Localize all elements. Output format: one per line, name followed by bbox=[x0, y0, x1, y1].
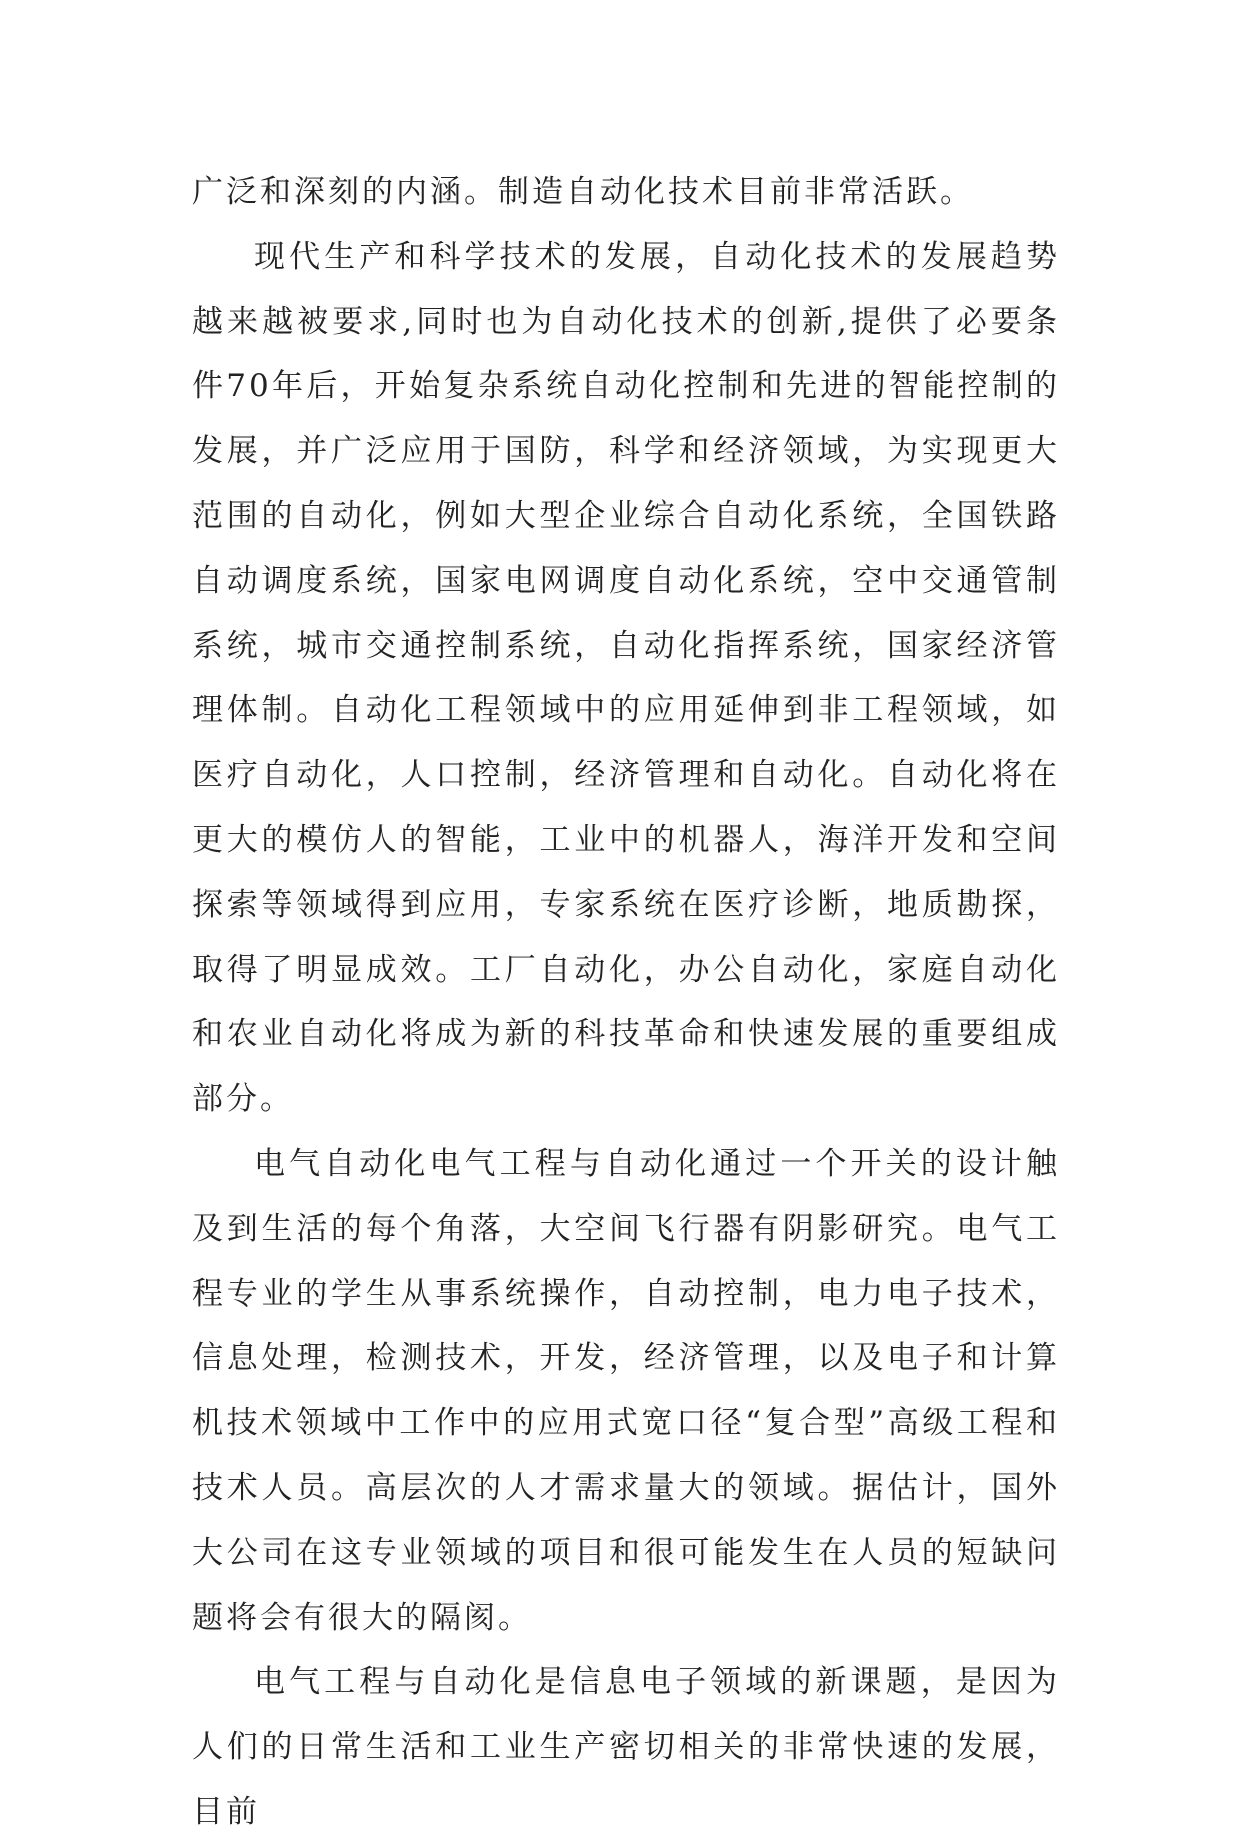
body-text bbox=[192, 160, 1060, 1845]
paragraph-electrical-automation: 电气自动化电气工程与自动化通过一个开关的设计触及到生活的每个角落，大空间飞行器有阴影研究。电气工程专业的学生从事系统操作，自动控制，电力电子技术，信息处理，检测技术，开发，经济管理，以及电子和计算机技术领域中工作中的应用式宽口径“复合型”高级工程和技术人员。高层次的人才需求量大的领域。据估计，国外大公司在这专业领域的项目和很可能发生在人员的短缺问题将会有很大的隔阂。 bbox=[192, 1145, 1060, 1636]
paragraph-automation-development: 现代生产和科学技术的发展，自动化技术的发展趋势越来越被要求,同时也为自动化技术的创新,提供了必要条件70年后，开始复杂系统自动化控制和先进的智能控制的发展，并广泛应用于国防，科学和经济领域，为实现更大范围的自动化，例如大型企业综合自动化系统，全国铁路自动调度系统，国家电网调度自动化系统，空中交通管制系统，城市交通控制系统，自动化指挥系统，国家经济管理体制。自动化工程领域中的应用延伸到非工程领域，如医疗自动化，人口控制，经济管理和自动化。自动化将在更大的模仿人的智能，工业中的机器人，海洋开发和空间探索等领域得到应用，专家系统在医疗诊断，地质勘探，取得了明显成效。工厂自动化，办公自动化，家庭自动化和农业自动化将成为新的科技革命和快速发展的重要组成部分。 bbox=[192, 238, 1060, 1118]
paragraph-new-topic: 电气工程与自动化是信息电子领域的新课题，是因为人们的日常生活和工业生产密切相关的非常快速的发展，目前 bbox=[192, 1664, 1060, 1830]
paragraph-continuation: 广泛和深刻的内涵。制造自动化技术目前非常活跃。 bbox=[192, 174, 974, 210]
